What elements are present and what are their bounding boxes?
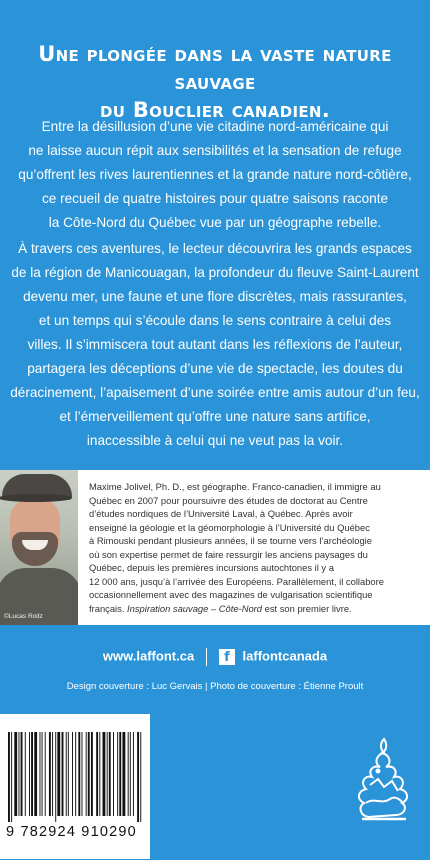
summary-line: Entre la désillusion d’une vie citadine nord-américaine qui bbox=[41, 119, 389, 134]
website-link[interactable]: www.laffont.ca bbox=[102, 648, 195, 664]
author-bio-text bbox=[89, 480, 430, 615]
photo-credit: ©Lucas Roitz bbox=[4, 613, 43, 620]
bio-prefix: français. bbox=[89, 602, 128, 614]
publisher-logo bbox=[348, 735, 420, 825]
isbn-number: 9 782924 910290 bbox=[6, 824, 137, 840]
bio-line: Québec en 2007 pour poursuivre des études de doctorat au Centre bbox=[89, 494, 368, 506]
bio-line-last bbox=[89, 602, 430, 616]
summary-line: de la région de Manicouagan, la profondeur du fleuve Saint-Laurent bbox=[11, 265, 419, 280]
headline-line-2: du Bouclier canadien. bbox=[99, 98, 331, 122]
summary-line: qu’offrent les rives laurentiennes et la grande nature nord-côtière, bbox=[18, 167, 412, 182]
summary-paragraph-1 bbox=[0, 115, 430, 235]
summary-line: inaccessible à celui qui ne veut pas la voir. bbox=[86, 433, 344, 448]
link-divider bbox=[206, 648, 208, 666]
summary-line: la Côte-Nord du Québec vue par un géographe rebelle. bbox=[48, 215, 382, 230]
summary-line: À travers ces aventures, le lecteur découvrira les grands espaces bbox=[18, 241, 412, 256]
summary-line: partagera les déceptions d’une vie de spectacle, les doutes du bbox=[27, 361, 403, 376]
facebook-icon[interactable]: f bbox=[219, 649, 235, 665]
bio-line: d’études nordiques de l’Université Laval, à Québec. Après avoir bbox=[89, 508, 353, 519]
bio-line: où son expertise permet de faire ressurgir les anciens paysages du bbox=[89, 548, 368, 560]
summary-paragraph-2 bbox=[0, 237, 430, 453]
design-credits: Design couverture : Luc Gervais | Photo de couverture : Étienne Proult bbox=[66, 681, 364, 692]
bio-line: Québec, depuis les premières incursions autochtones il y a bbox=[89, 562, 334, 573]
summary-line: devenu mer, une faune et une flore discrètes, mais rassurantes, bbox=[23, 289, 407, 304]
cover-headline bbox=[0, 40, 430, 124]
summary-line: et un temps qui s’écoule dans le sens contraire à celui des bbox=[38, 313, 392, 328]
summary-line: ne laisse aucun répit aux sensibilités et la sensation de refuge bbox=[28, 143, 402, 158]
bio-line: occasionnellement avec des magazines de vulgarisation scientifique bbox=[89, 589, 373, 600]
publisher-links bbox=[0, 648, 430, 666]
isbn-barcode bbox=[0, 714, 150, 859]
facebook-link[interactable]: laffontcanada bbox=[242, 648, 328, 664]
summary-line: ce recueil de quatre histoires pour quatre saisons raconte bbox=[41, 191, 389, 206]
bio-line: Maxime Jolivel, Ph. D., est géographe. Franco-canadien, il immigre au bbox=[89, 481, 381, 492]
summary-line: et l’émerveillement qu’offre une nature sans artifice, bbox=[59, 409, 371, 424]
summary-line: villes. Il s’immiscera tout autant dans les réflexions de l’auteur, bbox=[27, 337, 403, 352]
headline-line-1: Une plongée dans la vaste nature sauvage bbox=[38, 42, 392, 94]
bio-suffix: est son premier livre. bbox=[262, 602, 352, 614]
author-bio-section bbox=[0, 470, 430, 625]
barcode-bars bbox=[0, 714, 150, 826]
author-photo bbox=[0, 470, 78, 625]
book-title: Inspiration sauvage – Côte-Nord bbox=[127, 602, 263, 614]
bio-line: à Rimouski pendant plusieurs années, il se tourne vers l’archéologie bbox=[89, 535, 372, 546]
summary-line: déracinement, l’apaisement d’une soirée entre amis autour d’un feu, bbox=[10, 385, 420, 400]
bio-line: enseigné la géologie et la géomorphologie à l’Université du Québec bbox=[89, 521, 370, 533]
bio-line: 12 000 ans, jusqu’à l’arrivée des Européens. Parallèlement, il collabore bbox=[89, 575, 384, 587]
